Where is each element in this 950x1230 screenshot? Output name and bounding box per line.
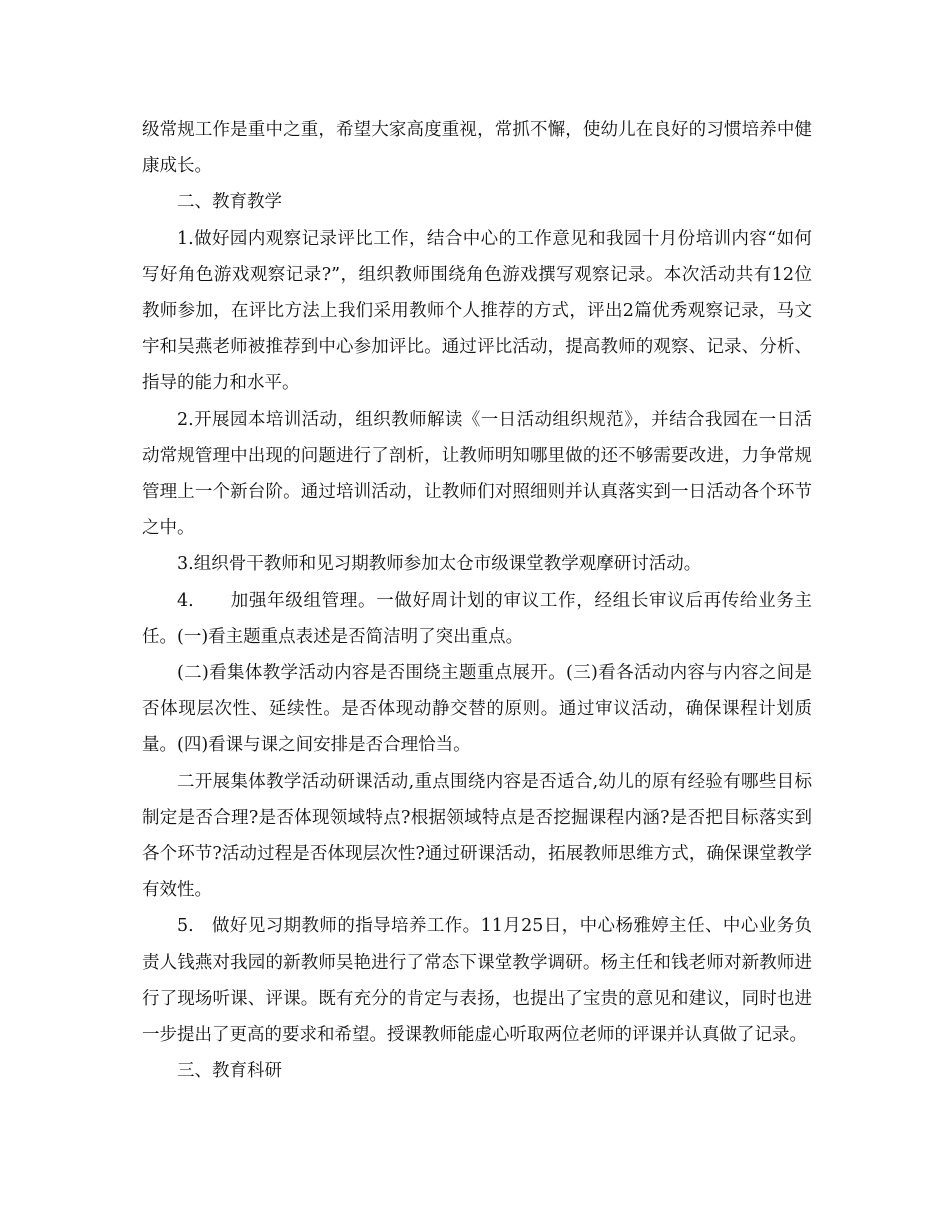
paragraph-item-2: 2.开展园本培训活动，组织教师解读《一日活动组织规范》，并结合我园在一日活动常规管理中出现的问题进行了剖析，让教师明知哪里做的还不够需要改进，力争常规管理上一个新台阶。通过培训活动，让教师们对照细则并认真落实到一日活动各个环节之中。 bbox=[142, 409, 812, 539]
paragraph-item-4-continued: (二)看集体教学活动内容是否围绕主题重点展开。(三)看各活动内容与内容之间是否体现层次性、延续性。是否体现动静交替的原则。通过审议活动，确保课程计划质量。(四)看课与课之间安排是否合理恰当。 bbox=[142, 663, 812, 756]
paragraph-continuation: 级常规工作是重中之重，希望大家高度重视，常抓不懈，使幼儿在良好的习惯培养中健康成长。 bbox=[142, 120, 812, 177]
paragraph-item-1: 1.做好园内观察记录评比工作，结合中心的工作意见和我园十月份培训内容“如何写好角色游戏观察记录?”，组织教师围绕角色游戏撰写观察记录。本次活动共有12位教师参加，在评比方法上我们采用教师个人推荐的方式，评出2篇优秀观察记录，马文宇和吴燕老师被推荐到中心参加评比。通过评比活动，提高教师的观察、记录、分析、指导的能力和水平。 bbox=[142, 228, 812, 394]
paragraph-item-4: 4. 加强年级组管理。一做好周计划的审议工作，经组长审议后再传给业务主任。(一)看主题重点表述是否简洁明了突出重点。 bbox=[142, 590, 812, 647]
paragraph-item-3: 3.组织骨干教师和见习期教师参加太仓市级课堂教学观摩研讨活动。 bbox=[177, 554, 702, 575]
paragraph-research-lessons: 二开展集体教学活动研课活动,重点围绕内容是否适合,幼儿的原有经验有哪些目标制定是否合理?是否体现领域特点?根据领域特点是否挖掘课程内涵?是否把目标落实到各个环节?活动过程是否体现层次性?通过研课活动，拓展教师思维方式，确保课堂教学有效性。 bbox=[142, 771, 812, 901]
document-page bbox=[142, 112, 812, 1089]
section-heading-teaching: 二、教育教学 bbox=[177, 192, 282, 213]
section-heading-research: 三、教育科研 bbox=[177, 1061, 282, 1082]
paragraph-item-5: 5. 做好见习期教师的指导培养工作。11月25日，中心杨雅婷主任、中心业务负责人钱燕对我园的新教师吴艳进行了常态下课堂教学调研。杨主任和钱老师对新教师进行了现场听课、评课。既有充分的肯定与表扬，也提出了宝贵的意见和建议，同时也进一步提出了更高的要求和希望。授课教师能虚心听取两位老师的评课并认真做了记录。 bbox=[142, 916, 812, 1046]
